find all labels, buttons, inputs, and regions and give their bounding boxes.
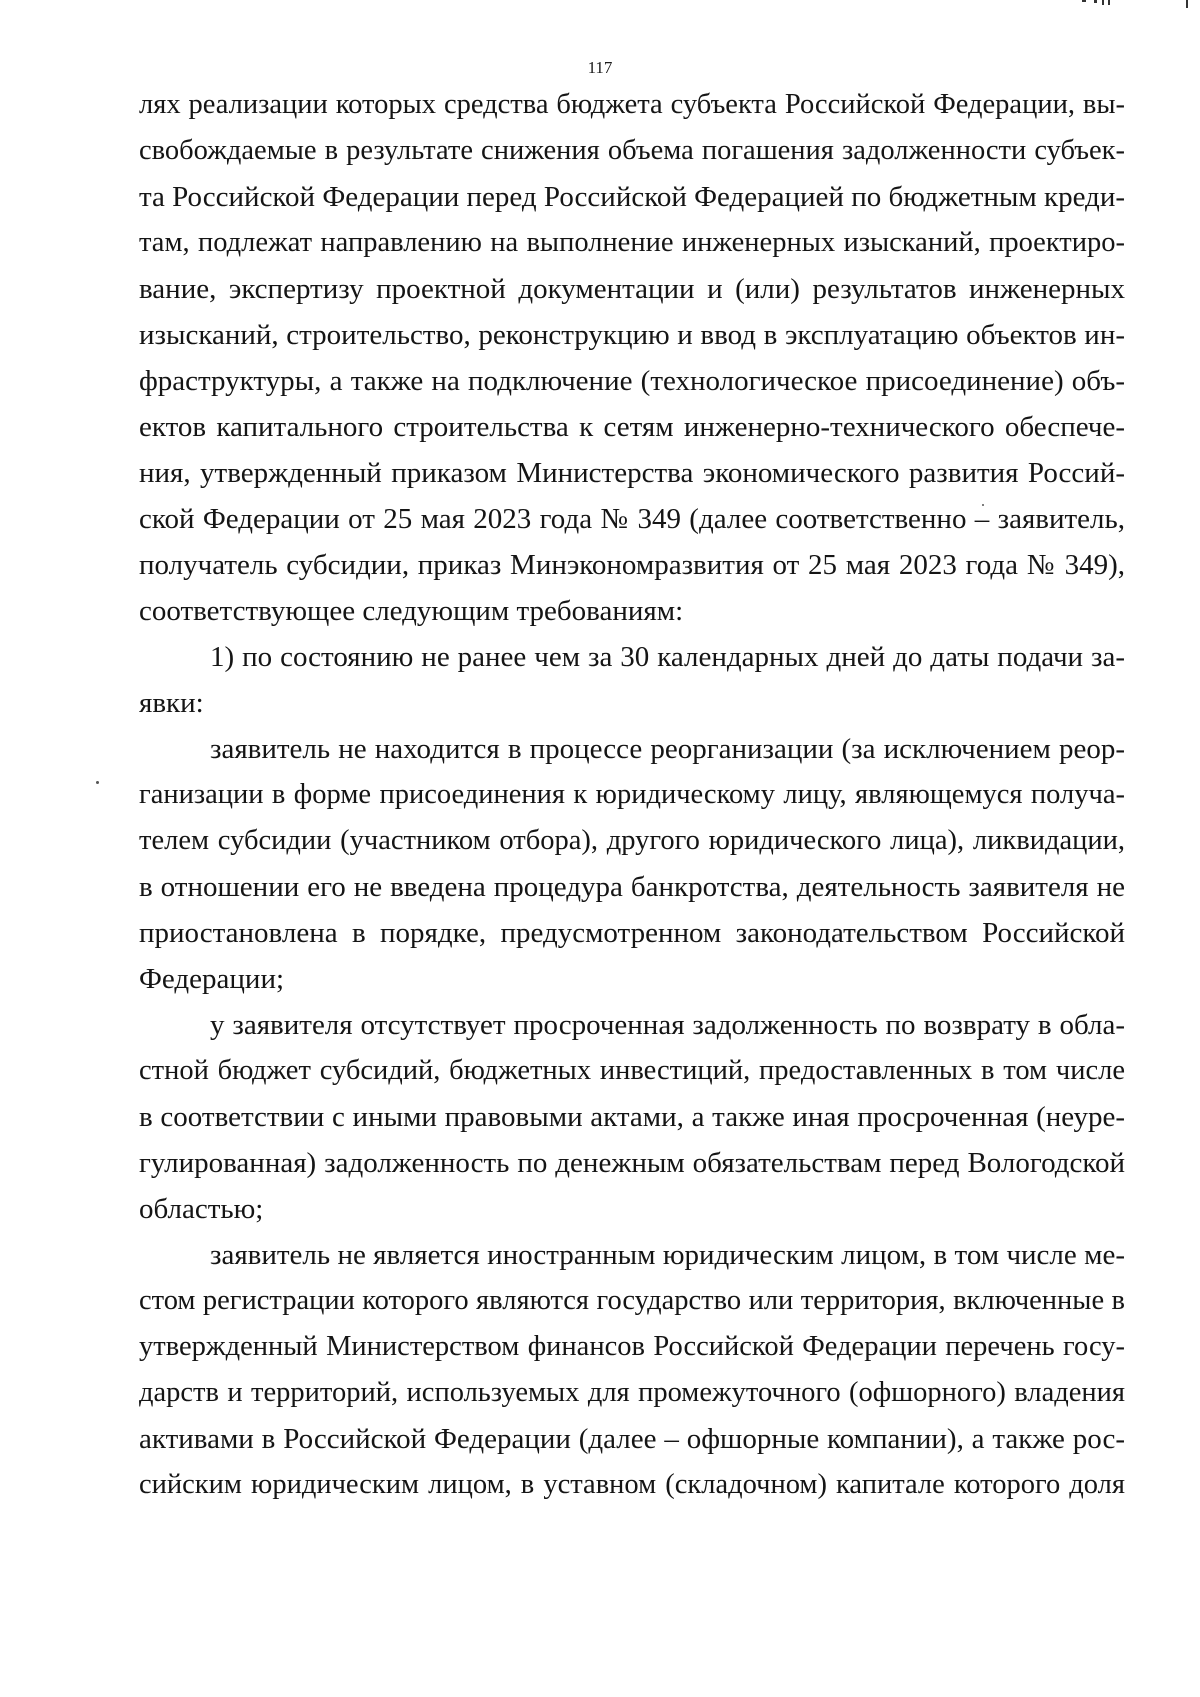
text-line: областью; <box>139 1193 264 1225</box>
text-line: заявитель не находится в процессе реорганизации (за исключением реор- <box>210 733 1125 765</box>
text-line: соответствующее следующим требованиям: <box>139 595 684 627</box>
text-line: в соответствии с иными правовыми актами, а также иная просроченная (неуре- <box>139 1101 1125 1133</box>
text-line: получатель субсидии, приказ Минэкономразвития от 25 мая 2023 года № 349), <box>139 549 1125 581</box>
text-line: сийским юридическим лицом, в уставном (складочном) капитале которого доля <box>139 1469 1125 1500</box>
text-line: лях реализации которых средства бюджета субъекта Российской Федерации, вы- <box>139 89 1125 120</box>
text-line: дарств и территорий, используемых для промежуточного (офшорного) владения <box>139 1377 1125 1408</box>
text-line: у заявителя отсутствует просроченная задолженность по возврату в обла- <box>210 1009 1125 1041</box>
text-line: ской Федерации от 25 мая 2023 года № 349 (далее соответственно – заявитель, <box>139 503 1125 535</box>
text-line: активами в Российской Федерации (далее – офшорные компании), а также рос- <box>139 1423 1125 1455</box>
text-line: там, подлежат направлению на выполнение инженерных изысканий, проектиро- <box>139 227 1125 258</box>
text-line: изысканий, строительство, реконструкцию и ввод в эксплуатацию объектов ин- <box>139 319 1125 351</box>
text-line: заявитель не является иностранным юридическим лицом, в том числе ме- <box>210 1239 1125 1271</box>
text-line: гулированная) задолженность по денежным обязательствам перед Вологодской <box>139 1147 1125 1179</box>
scan-speck <box>96 781 99 784</box>
page-number: 117 <box>587 58 613 77</box>
text-line: стом регистрации которого являются государство или территория, включенные в <box>139 1285 1125 1316</box>
text-line: приостановлена в порядке, предусмотренном законодательством Российской <box>139 917 1125 949</box>
text-line: Федерации; <box>139 963 285 995</box>
text-line: ния, утвержденный приказом Министерства экономического развития Россий- <box>139 457 1125 489</box>
text-line: телем субсидии (участником отбора), другого юридического лица), ликвидации, <box>139 825 1125 856</box>
text-line: утвержденный Министерством финансов Российской Федерации перечень госу- <box>139 1331 1125 1362</box>
text-line: та Российской Федерации перед Российской Федерацией по бюджетным креди- <box>139 181 1125 213</box>
text-line: свобождаемые в результате снижения объема погашения задолженности субъек- <box>139 135 1125 166</box>
text-line: 1) по состоянию не ранее чем за 30 календарных дней до даты подачи за- <box>210 641 1125 673</box>
text-line: явки: <box>139 687 204 719</box>
text-line: фраструктуры, а также на подключение (технологическое присоединение) объ- <box>139 365 1125 397</box>
text-line: ектов капитального строительства к сетям инженерно-технического обеспече- <box>139 411 1125 443</box>
text-line: вание, экспертизу проектной документации и (или) результатов инженерных <box>139 273 1125 305</box>
text-line: в отношении его не введена процедура банкротства, деятельность заявителя не <box>139 871 1125 903</box>
scan-corner-mark <box>1082 0 1192 8</box>
document-body <box>139 82 1125 1508</box>
text-line: ганизации в форме присоединения к юридическому лицу, являющемуся получа- <box>139 779 1125 810</box>
text-line: стной бюджет субсидий, бюджетных инвестиций, предоставленных в том числе <box>139 1055 1125 1086</box>
